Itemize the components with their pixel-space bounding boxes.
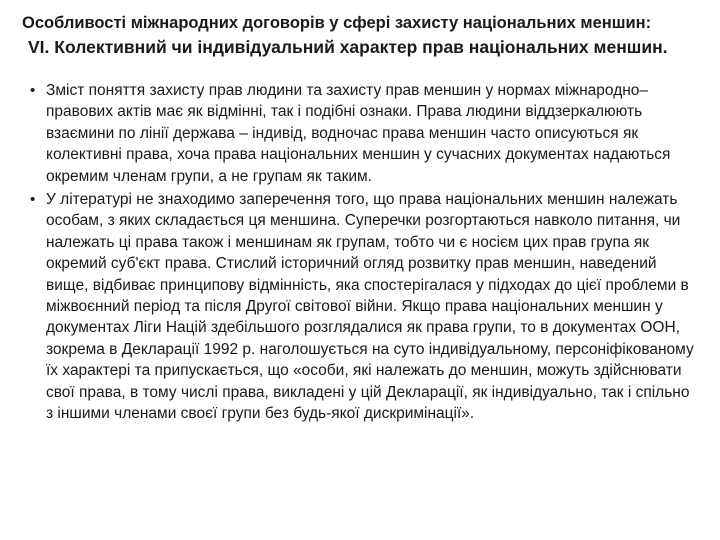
title-line-2: VI. Колективний чи індивідуальний характер прав національних меншин. <box>28 37 668 57</box>
slide-title <box>22 12 712 60</box>
bullet-item-2 <box>20 189 700 424</box>
title-line-1: Особливості міжнародних договорів у сфері захисту національних меншин: <box>22 14 652 32</box>
bullet-list <box>20 80 700 425</box>
bullet-text: Зміст поняття захисту прав людини та захисту прав меншин у нормах міжнародно–правових актів має як відмінні, так і подібні ознаки. Права людини віддзеркалюють взаємини по лінії держава – індивід, водночас права меншин часто описуються як колективні права, хоча права національних меншин у сучасних документах надаються окремим членам групи, а не групам як таким. <box>46 82 671 185</box>
bullet-text: У літературі не знаходимо заперечення того, що права національних меншин належать особам, з яких складається ця меншина. Суперечки розгортаються навколо питання, чи належать ці права також і меншинам як групам, тобто чи є носієм цих прав група як окремий суб'єкт права. Стислий історичний огляд розвитку прав меншин, наведений вище, відбиває принципову відмінність, яка спостерігалася у підходах до цієї проблеми в міжвоєнний період та після Другої світової війни. Якщо права національних меншин у документах Ліги Націй здебільшого розглядалися як права групи, то в документах ООН, зокрема в Декларації 1992 р. наголошується на суто індивідуальному, персоніфікованому їх характері та припускається, що «особи, які належать до меншин, можуть здійснювати свої права, в тому числі права, викладені у цій Декларації, як індивідуально, так і спільно з іншими членами своєї групи без будь-якої дискримінації». <box>46 191 694 423</box>
bullet-marker: • <box>30 191 36 209</box>
bullet-marker: • <box>30 82 36 99</box>
bullet-item-1 <box>20 80 700 187</box>
